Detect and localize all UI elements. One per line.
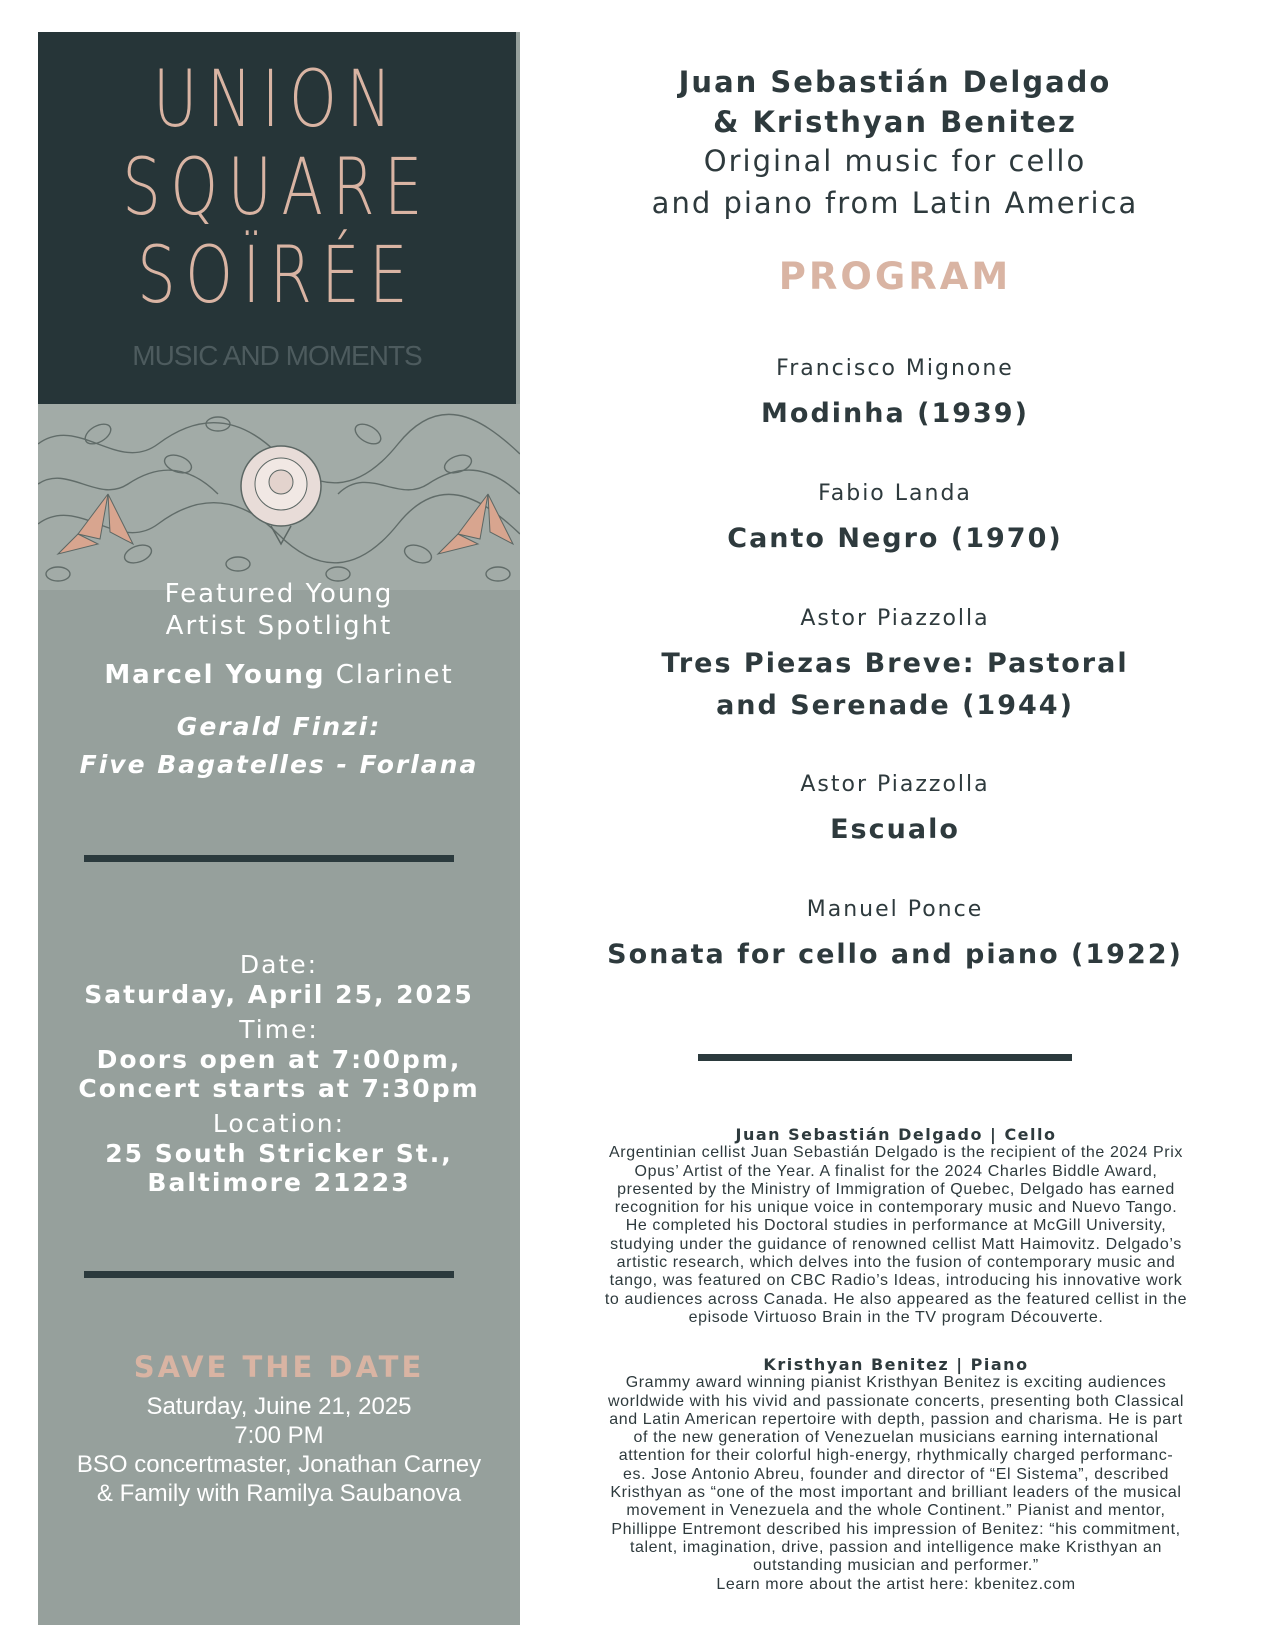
bio-line: Phillippe Entremont described his impression of Benitez: “his commitment,: [611, 1520, 1181, 1538]
spotlight-artist: [38, 660, 520, 690]
spotlight-piece: [38, 708, 520, 784]
bio-line: movement in Venezuela and the whole Continent.” Pianist and mentor,: [626, 1502, 1166, 1520]
bio-pianist: [556, 1356, 1236, 1594]
program-item: [560, 897, 1230, 976]
bio-line: talent, imagination, drive, passion and intelligence make Kristhyan an: [629, 1538, 1163, 1556]
floral-pattern-icon: [38, 404, 520, 590]
bio-line: Argentinian cellist Juan Sebastián Delgado is the recipient of the 2024 Prix: [609, 1144, 1183, 1162]
save-the-date-line-4: & Family with Ramilya Saubanova: [96, 1480, 462, 1507]
date-value: Saturday, April 25, 2025: [84, 980, 474, 1009]
work-title: Sonata for cello and piano (1922): [607, 939, 1183, 970]
brand-tagline: MUSIC AND MOMENTS: [132, 340, 422, 371]
bio-heading: Kristhyan Benitez | Piano: [763, 1355, 1029, 1374]
bio-line: artistic research, which delves into the fusion of contemporary music and: [616, 1254, 1176, 1272]
composer-name: Astor Piazzolla: [800, 606, 990, 631]
spotlight-artist-instrument: Clarinet: [335, 660, 454, 690]
program-heading: PROGRAM: [778, 255, 1012, 298]
save-the-date-line-1: Saturday, Juine 21, 2025: [146, 1393, 412, 1420]
bio-line: Kristhyan as “one of the most important and brilliant leaders of the musical: [610, 1484, 1182, 1502]
floral-banner: [38, 404, 520, 590]
spotlight-piece-line-1: Gerald Finzi:: [176, 712, 382, 741]
program-item: [560, 606, 1230, 727]
work-title: Canto Negro (1970): [727, 523, 1063, 554]
location-value-line-1: 25 South Stricker St.,: [105, 1139, 453, 1168]
bio-heading: Juan Sebastián Delgado | Cello: [735, 1125, 1057, 1144]
bio-line: tango, was featured on CBC Radio’s Ideas, introducing his innovative work: [609, 1272, 1183, 1290]
bio-line: presented by the Ministry of Immigration of Quebec, Delgado has earned: [617, 1180, 1175, 1198]
program-item: [560, 481, 1230, 560]
composer-name: Astor Piazzolla: [800, 772, 990, 797]
sidebar-divider-bottom: [84, 1271, 454, 1278]
work-title: Escualo: [830, 814, 960, 845]
program-item: [560, 356, 1230, 435]
work-title-line-1: Tres Piezas Breve: Pastoral: [661, 648, 1129, 679]
performer-name-2: & Kristhyan Benitez: [713, 105, 1077, 139]
save-the-date-heading: SAVE THE DATE: [133, 1350, 425, 1384]
time-value-line-1: Doors open at 7:00pm,: [96, 1045, 462, 1074]
sidebar-divider-top: [84, 855, 454, 862]
save-the-date: [38, 1350, 520, 1508]
brand-block: [38, 32, 516, 404]
composer-name: Fabio Landa: [818, 481, 972, 506]
program-divider: [698, 1054, 1072, 1061]
event-details: [38, 950, 520, 1197]
brand-title: [38, 32, 516, 320]
spotlight-artist-name: Marcel Young: [104, 660, 326, 690]
program-item: [560, 772, 1230, 851]
bio-line: episode Virtuoso Brain in the TV program Découverte.: [688, 1308, 1104, 1326]
brand-line-union: UNION: [152, 55, 402, 145]
work-title: [560, 643, 1230, 727]
bio-line: to audiences across Canada. He also appeared as the featured cellist in the: [604, 1290, 1188, 1308]
brand-line-soiree: SOÏRÉE: [137, 231, 417, 321]
concert-subtitle-line-1: Original music for cello: [703, 144, 1087, 178]
save-the-date-line-2: 7:00 PM: [234, 1422, 324, 1449]
spotlight-title: [38, 578, 520, 642]
time-value-line-2: Concert starts at 7:30pm: [78, 1074, 480, 1103]
bio-line: Grammy award winning pianist Kristhyan Benitez is exciting audiences: [625, 1374, 1167, 1392]
bio-line: of the new generation of Venezuelan musicians earning international: [633, 1429, 1159, 1447]
work-title: Modinha (1939): [761, 398, 1029, 429]
composer-name: Manuel Ponce: [806, 897, 984, 922]
bio-line: and Latin American repertoire with depth, passion and charisma. He is part: [609, 1410, 1183, 1428]
bio-line: attention for their colorful high-energy, rhythmically charged performanc-: [618, 1447, 1174, 1465]
bio-line: es. Jose Antonio Abreu, founder and director of “El Sistema”, described: [623, 1465, 1169, 1483]
bio-line: He completed his Doctoral studies in performance at McGill University,: [625, 1217, 1167, 1235]
bio-line: studying under the guidance of renowned cellist Matt Haimovitz. Delgado’s: [610, 1235, 1182, 1253]
spotlight-title-line-2: Artist Spotlight: [165, 611, 393, 641]
bio-cellist: [556, 1126, 1236, 1327]
spotlight-piece-line-2: Five Bagatelles - Forlana: [79, 750, 479, 779]
bio-line: Opus’ Artist of the Year. A finalist for the 2024 Charles Biddle Award,: [634, 1162, 1158, 1180]
performer-name-1: Juan Sebastián Delgado: [678, 65, 1112, 99]
performer-names: [560, 62, 1230, 142]
composer-name: Francisco Mignone: [776, 356, 1014, 381]
save-the-date-line-3: BSO concertmaster, Jonathan Carney: [76, 1451, 482, 1478]
brand-line-square: SQUARE: [122, 143, 432, 233]
bio-link-line: Learn more about the artist here: kbenitez.com: [716, 1575, 1076, 1593]
location-label: Location:: [212, 1109, 346, 1138]
spotlight-title-line-1: Featured Young: [164, 579, 394, 609]
concert-subtitle-line-2: and piano from Latin America: [651, 186, 1139, 220]
concert-subtitle: [560, 140, 1230, 224]
bio-line: worldwide with his vivid and passionate concerts, presenting both Classical: [608, 1392, 1184, 1410]
bio-line: recognition for his unique voice in contemporary music and Nuevo Tango.: [614, 1199, 1178, 1217]
bio-line: outstanding musician and performer.”: [753, 1557, 1039, 1575]
location-value-line-2: Baltimore 21223: [147, 1168, 411, 1197]
time-label: Time:: [239, 1015, 319, 1044]
date-label: Date:: [239, 950, 319, 979]
work-title-line-2: and Serenade (1944): [716, 690, 1074, 721]
